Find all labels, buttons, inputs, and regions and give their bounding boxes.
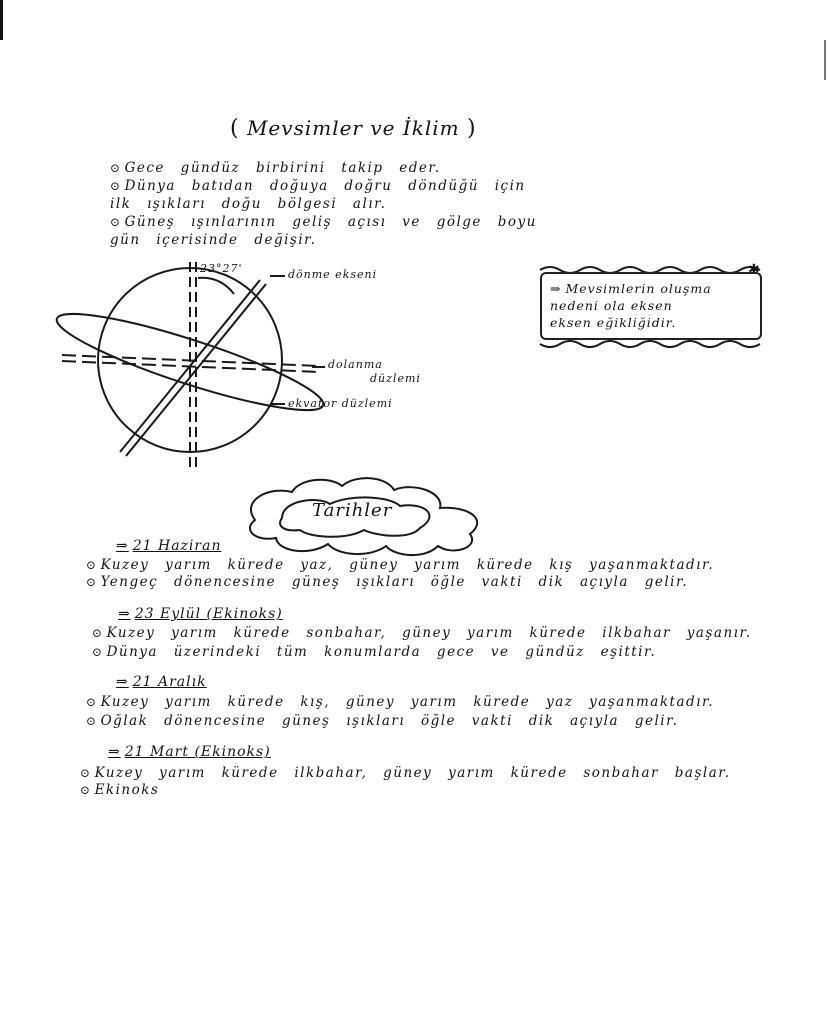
- tilted-rotation-axis: [120, 280, 260, 452]
- bullet-icon: ⊙: [86, 714, 98, 728]
- aralik-line-1: ⊙ Kuzey yarım kürede kış, güney yarım kürede yaz yaşanmaktadır.: [86, 694, 715, 710]
- tilt-angle-label: 23°27': [200, 262, 243, 275]
- bullet-icon: ⊙: [110, 161, 122, 175]
- box-note-line-3: eksen eğikliğidir.: [550, 315, 677, 330]
- arrow-icon: ⇒: [108, 744, 121, 760]
- eylul-line-2: ⊙ Dünya üzerindeki tüm konumlarda gece ve gündüz eşittir.: [92, 644, 657, 660]
- tilt-angle-arc: [198, 278, 234, 294]
- aralik-line-2: ⊙ Oğlak dönencesine güneş ışıkları öğle vakti dik açıyla gelir.: [86, 713, 679, 729]
- bullet-icon: ⊙: [110, 215, 122, 229]
- intro-line-3: ilk ışıkları doğu bölgesi alır.: [110, 196, 387, 212]
- haziran-line-2: ⊙ Yengeç dönencesine güneş ışıkları öğle vakti dik açıyla gelir.: [86, 574, 689, 590]
- bullet-icon: ⊙: [80, 766, 92, 780]
- date-heading-23-eylul: ⇒ 23 Eylül (Ekinoks): [118, 606, 283, 622]
- date-heading-21-haziran: ⇒ 21 Haziran: [116, 538, 222, 554]
- eylul-line-1: ⊙ Kuzey yarım kürede sonbahar, güney yarım kürede ilkbahar yaşanır.: [92, 625, 752, 641]
- box-note-line-2: nedeni ola eksen: [550, 298, 673, 313]
- arrow-icon: ⇒: [118, 606, 131, 622]
- box-star-icon: ✱: [748, 262, 760, 278]
- mart-line-1: ⊙ Kuzey yarım kürede ilkbahar, güney yarım kürede sonbahar başlar.: [80, 765, 731, 781]
- page-title-text: Mevsimler ve İklim: [246, 116, 460, 140]
- bullet-icon: ⊙: [92, 645, 104, 659]
- section-title: Tarihler: [312, 500, 393, 521]
- box-note-line-1: ⇒ Mevsimlerin oluşma: [550, 281, 712, 296]
- haziran-line-1: ⊙ Kuzey yarım kürede yaz, güney yarım kürede kış yaşanmaktadır.: [86, 557, 715, 573]
- bullet-icon: ⊙: [86, 558, 98, 572]
- bullet-icon: ⊙: [86, 695, 98, 709]
- page-title: ( Mevsimler ve İklim ): [230, 116, 477, 141]
- arrow-icon: ⇒: [550, 281, 562, 296]
- seasons-reason-box: [540, 272, 762, 340]
- date-heading-21-aralik: ⇒ 21 Aralık: [116, 674, 207, 690]
- arrow-icon: ⇒: [116, 674, 129, 690]
- rotation-plane-label-1: dolanma: [328, 358, 383, 371]
- arrow-icon: ⇒: [116, 538, 129, 554]
- rotation-plane-label-2: düzlemi: [370, 372, 421, 385]
- equator-plane-label: ekvator düzlemi: [288, 397, 393, 410]
- bullet-icon: ⊙: [80, 783, 92, 797]
- intro-line-4: ⊙ Güneş ışınlarının geliş açısı ve gölge boyu: [110, 214, 537, 230]
- rotation-axis-label: dönme ekseni: [288, 268, 378, 281]
- bullet-icon: ⊙: [110, 179, 122, 193]
- intro-line-2: ⊙ Dünya batıdan doğuya doğru döndüğü için: [110, 178, 526, 194]
- date-heading-21-mart: ⇒ 21 Mart (Ekinoks): [108, 744, 271, 760]
- intro-line-1: ⊙ Gece gündüz birbirini takip eder.: [110, 160, 441, 176]
- bullet-icon: ⊙: [86, 575, 98, 589]
- mart-line-2: ⊙ Ekinoks: [80, 782, 160, 798]
- intro-line-5: gün içerisinde değişir.: [110, 232, 317, 248]
- bullet-icon: ⊙: [92, 626, 104, 640]
